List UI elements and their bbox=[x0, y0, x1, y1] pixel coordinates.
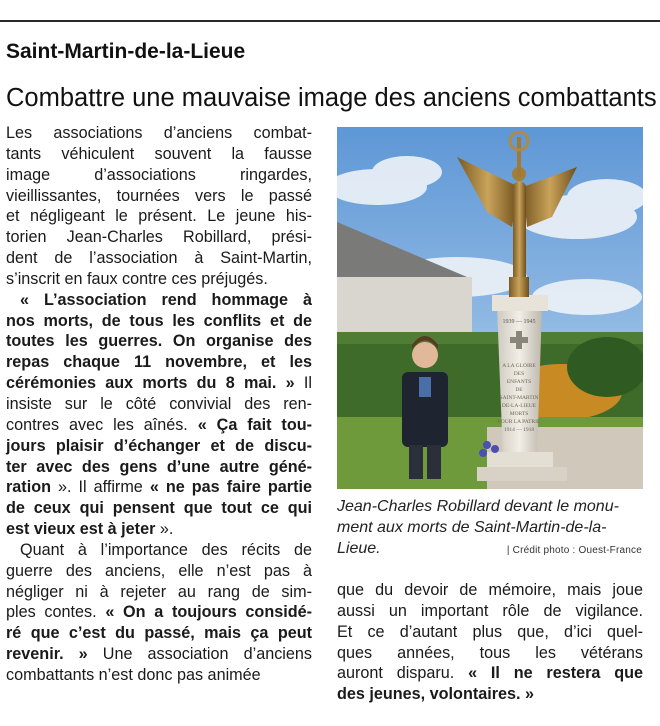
text-run: dent de l’association à Saint-Martin, bbox=[6, 249, 312, 268]
body-text-line bbox=[6, 123, 312, 144]
body-text-line bbox=[6, 540, 312, 561]
bold-quote-run: « On a toujours considé- bbox=[105, 603, 312, 622]
bold-quote-run: ter avec des gens d’une autre géné- bbox=[6, 457, 312, 476]
plaque-line-0: A LA GLOIRE bbox=[502, 363, 536, 369]
monument-photo-illustration bbox=[337, 127, 643, 489]
bold-quote-run: « Ça fait tou- bbox=[197, 415, 312, 434]
text-run: s’inscrit en faux contre ces préjugés. bbox=[6, 269, 268, 288]
plaque-line-5: DE-LA-LIEUE bbox=[501, 403, 537, 409]
body-text-line bbox=[337, 643, 643, 664]
plaque-line-4: SAINT-MARTIN bbox=[499, 395, 539, 401]
text-run: image d’associations ringardes, bbox=[6, 165, 312, 184]
text-run: vieillissantes, tournées vers le passé bbox=[6, 186, 312, 205]
body-text-line bbox=[337, 622, 643, 643]
text-run: aussi un important rôle de vigilance. bbox=[337, 601, 643, 620]
article-photo bbox=[337, 127, 643, 489]
text-run: Il bbox=[294, 374, 312, 393]
body-text-line bbox=[6, 623, 312, 644]
text-run: ». bbox=[155, 520, 174, 539]
bold-quote-run: ration bbox=[6, 478, 51, 497]
body-column-left bbox=[6, 123, 312, 686]
body-text-line bbox=[6, 394, 312, 415]
text-run: que du devoir de mémoire, mais joue bbox=[337, 581, 643, 599]
body-text-line bbox=[6, 290, 312, 311]
bold-quote-run: est vieux est à jeter bbox=[6, 520, 156, 539]
monument-years: 1939 — 1945 bbox=[502, 319, 536, 325]
text-run: négliger ni à rejeter au rang de sim- bbox=[6, 582, 312, 601]
body-text-line bbox=[6, 477, 312, 498]
plaque-line-2: ENFANTS bbox=[506, 379, 532, 385]
body-text-line bbox=[6, 227, 312, 248]
bold-quote-run: de ceux qui pensent que tout ce qui bbox=[6, 499, 312, 518]
bold-quote-run: revenir. » bbox=[6, 645, 88, 664]
text-run: et négligeant le présent. Le jeune his- bbox=[6, 207, 312, 226]
bold-quote-run: « Il ne restera que bbox=[468, 664, 643, 683]
body-text-line bbox=[6, 519, 312, 540]
article-headline: Combattre une mauvaise image des anciens combattants bbox=[6, 84, 657, 112]
body-text-line bbox=[6, 331, 312, 352]
body-text-line bbox=[337, 684, 643, 705]
body-column-right bbox=[337, 580, 643, 705]
body-text-line bbox=[6, 665, 312, 686]
text-run: Les associations d’anciens combat- bbox=[6, 124, 312, 142]
text-run: auront disparu. bbox=[337, 664, 469, 683]
text-run: Et ce d’autant plus que, d’ici quel- bbox=[337, 622, 643, 641]
bold-quote-run: cérémonies aux morts du 8 mai. » bbox=[6, 374, 295, 393]
body-text-line bbox=[6, 206, 312, 227]
body-text-line bbox=[6, 415, 312, 436]
text-run: torien Jean-Charles Robillard, prési- bbox=[6, 228, 312, 247]
header-rule bbox=[0, 20, 660, 22]
photo-credit: | Crédit photo : Ouest-France bbox=[506, 545, 642, 556]
body-text-line bbox=[6, 498, 312, 519]
body-text-line bbox=[6, 144, 312, 165]
bold-quote-run: ré que c’est du passé, mais ça peut bbox=[6, 624, 312, 643]
bold-quote-run: toutes les guerres. On organise des bbox=[6, 332, 312, 351]
body-text-line bbox=[6, 561, 312, 582]
text-run: tants véhiculent souvent la fausse bbox=[6, 144, 312, 163]
text-run: Une association d’anciens bbox=[87, 645, 312, 664]
text-run: ples contes. bbox=[6, 603, 106, 622]
plaque-line-8: 1914 — 1918 bbox=[503, 427, 535, 433]
body-text-line bbox=[6, 311, 312, 332]
body-text-line bbox=[6, 644, 312, 665]
text-run: insiste sur le côté convivial des ren- bbox=[6, 394, 312, 413]
bold-quote-run: repas chaque 11 novembre, et les bbox=[6, 353, 312, 372]
caption-line: Lieue. bbox=[337, 540, 381, 557]
body-text-line bbox=[6, 373, 312, 394]
bold-quote-run: jours plaisir d’échanger et de discu- bbox=[6, 436, 312, 455]
text-run: Quant à l’importance des récits de bbox=[20, 540, 312, 559]
bold-quote-run: des jeunes, volontaires. » bbox=[337, 685, 535, 704]
body-text-line bbox=[6, 457, 312, 478]
text-run: contres avec les aînés. bbox=[6, 415, 198, 434]
plaque-line-7: POUR LA PATRIE bbox=[497, 419, 541, 425]
plaque-line-3: DE bbox=[515, 387, 523, 393]
text-run: ques années, tous les vétérans bbox=[337, 643, 643, 662]
body-text-line bbox=[6, 602, 312, 623]
caption-line: ment aux morts de Saint-Martin-de-la- bbox=[337, 519, 607, 536]
body-text-line bbox=[6, 186, 312, 207]
body-text-line bbox=[337, 601, 643, 622]
body-text-line bbox=[337, 580, 643, 601]
body-text-line bbox=[6, 352, 312, 373]
plaque-line-6: MORTS bbox=[509, 411, 529, 417]
house-wall bbox=[337, 277, 472, 337]
text-run: combattants n’est donc pas animée bbox=[6, 665, 261, 684]
body-text-line bbox=[6, 248, 312, 269]
text-run: guerre des anciens, elle n’est pas à bbox=[6, 561, 312, 580]
text-run: ». Il affirme bbox=[50, 478, 150, 497]
caption-line: Jean-Charles Robillard devant le monu- bbox=[337, 498, 619, 515]
plaque-line-1: DES bbox=[513, 371, 525, 377]
body-text-line bbox=[6, 582, 312, 603]
body-text-line bbox=[6, 165, 312, 186]
body-text-line bbox=[337, 663, 643, 684]
bold-quote-run: « L’association rend hommage à bbox=[20, 290, 312, 309]
body-text-line bbox=[6, 269, 312, 290]
locality-kicker: Saint-Martin-de-la-Lieue bbox=[6, 40, 246, 63]
body-text-line bbox=[6, 436, 312, 457]
bold-quote-run: « ne pas faire partie bbox=[149, 478, 312, 497]
bold-quote-run: nos morts, de tous les conflits et de bbox=[6, 311, 312, 330]
